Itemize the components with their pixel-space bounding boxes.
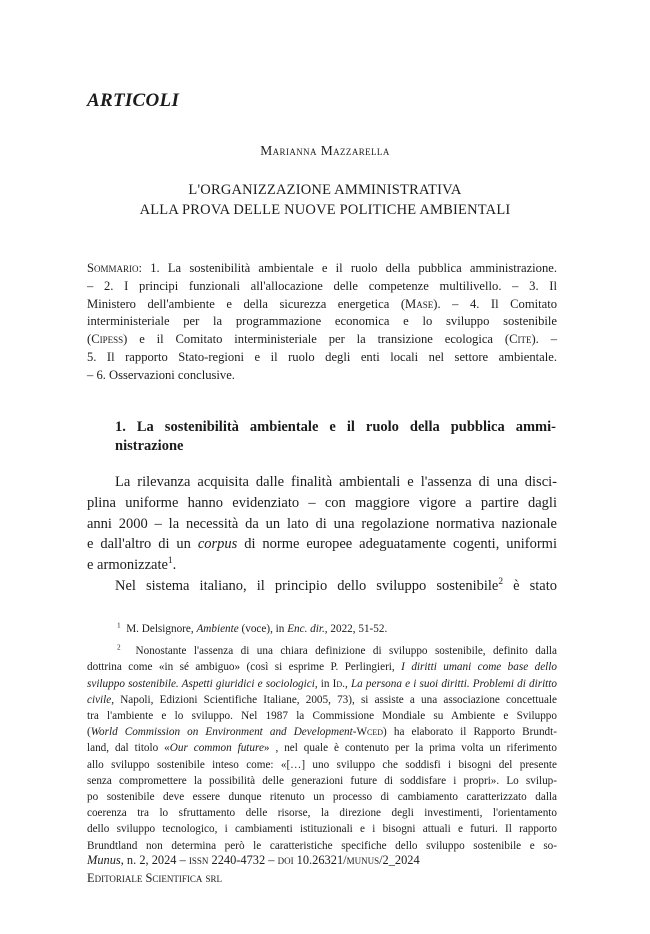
summary	[87, 260, 557, 385]
body-line: anni 2000 – la necessità da un lato di una regolazione normativa nazionale	[87, 515, 557, 532]
footnote-line: land, dal titolo «Our common future» , nel quale è contenuto per la prima volta un riferimento	[87, 742, 557, 755]
heading-line: 1. La sostenibilità ambientale e il ruolo della pubblica ammi-	[115, 419, 556, 435]
summary-line: Sommario: 1. La sostenibilità ambientale e il ruolo della pubblica amministrazione.	[87, 261, 557, 275]
footnote-line: dello sviluppo tecnologico, i cambiamenti istituzionali e i bisogni attuali e futuri. Il rapporto	[87, 823, 557, 836]
journal-name: Munus	[87, 853, 121, 867]
title-line-1: L'ORGANIZZAZIONE AMMINISTRATIVA	[188, 182, 462, 198]
footnote-line: tra l'ambiente e lo sviluppo. Nel 1987 la Commissione Mondiale su Ambiente e Sviluppo	[87, 710, 557, 723]
summary-line: 5. Il rapporto Stato-regioni e il ruolo degli enti locali nel settore ambientale.	[87, 349, 557, 364]
footnote-line: (World Commission on Environment and Development-Wced) ha elaborato il Rapporto Brundt-	[87, 726, 557, 739]
section-label: ARTICOLI	[87, 90, 180, 111]
footnote-line: sviluppo sostenibile. Aspetti giuridici e sociologici, in Id., La persona e i suoi diritti. Problemi di diritto	[87, 677, 557, 690]
author-name: Marianna Mazzarella	[260, 143, 390, 158]
summary-label: Sommario	[87, 261, 139, 275]
summary-line: (Cipess) e il Comitato interministeriale per la transizione ecologica (Cite). –	[87, 332, 558, 347]
footnote-line: coerenza tra lo sfruttamento delle risorse, la direzione degli investimenti, l'orientamento	[87, 807, 557, 820]
summary-line: – 2. I principi funzionali all'allocazione delle competenze multilivello. – 3. Il	[87, 278, 557, 293]
journal-citation: Munus, n. 2, 2024 – issn 2240-4732 – doi 10.26321/munus/2_2024	[87, 853, 420, 867]
footnote-ref[interactable]: 2	[498, 577, 504, 588]
body-line: e dall'altro di un corpus di norme europee adeguatamente cogenti, uniformi	[87, 536, 557, 553]
summary-line: – 6. Osservazioni conclusive.	[87, 367, 235, 382]
summary-line: interministeriale per la programmazione economica e lo sviluppo sostenibile	[87, 314, 557, 329]
body-paragraphs	[87, 472, 557, 597]
page-footer	[87, 852, 420, 887]
footnote-line: Brundtland non determina però le caratteristiche specifiche dello sviluppo sostenibile e so-	[87, 839, 557, 852]
section-heading	[115, 418, 556, 456]
footnote-line: senza compromettere la possibilità delle generazioni future di soddisfare i propri». Lo svilup-	[87, 774, 557, 787]
footnote-line: allo sviluppo sostenibile inteso come: «[…] uno sviluppo che soddisfi i bisogni del presente	[87, 758, 557, 771]
heading-line: nistrazione	[115, 438, 184, 454]
issn-doi: issn 2240-4732 – doi 10.26321/munus/2_2024	[188, 853, 420, 867]
body-line: La rilevanza acquisita dalle finalità ambientali e l'assenza di una disci-	[115, 474, 557, 490]
body-line: plina uniforme hanno evidenziato – con maggiore vigore a partire dagli	[87, 494, 557, 511]
footnote-ref[interactable]: 1	[167, 556, 173, 567]
body-line: Nel sistema italiano, il principio dello sviluppo sostenibile$^2$ è stato	[115, 577, 557, 594]
article-title	[0, 180, 650, 220]
publisher: Editoriale Scientifica srl	[87, 870, 222, 885]
footnote-line: civile, Napoli, Edizioni Scientifiche Italiane, 2005, 73), si assiste a una associazione concettuale	[87, 693, 557, 706]
footnotes	[87, 621, 557, 854]
footnote-line: dottrina come «in sé ambiguo» (così si esprime P. Perlingieri, I diritti umani come base dello	[87, 661, 557, 674]
body-line: e armonizzate$^1$.	[87, 556, 177, 574]
footnote-line: po sostenibile deve essere dunque ritenuto un processo di cambiamento caratterizzato dalla	[87, 791, 557, 804]
footnote-1: $^1$ M. Delsignore, Ambiente (voce), in Enc. dir., 2022, 51-52.	[117, 621, 388, 635]
summary-line: Ministero dell'ambiente e della sicurezza energetica (Mase). – 4. Il Comitato	[87, 296, 558, 311]
title-line-2: ALLA PROVA DELLE NUOVE POLITICHE AMBIENTALI	[139, 202, 511, 218]
footnote-2: $^2$ Nonostante l'assenza di una chiara definizione di sviluppo sostenibile, definito dalla	[117, 643, 557, 658]
